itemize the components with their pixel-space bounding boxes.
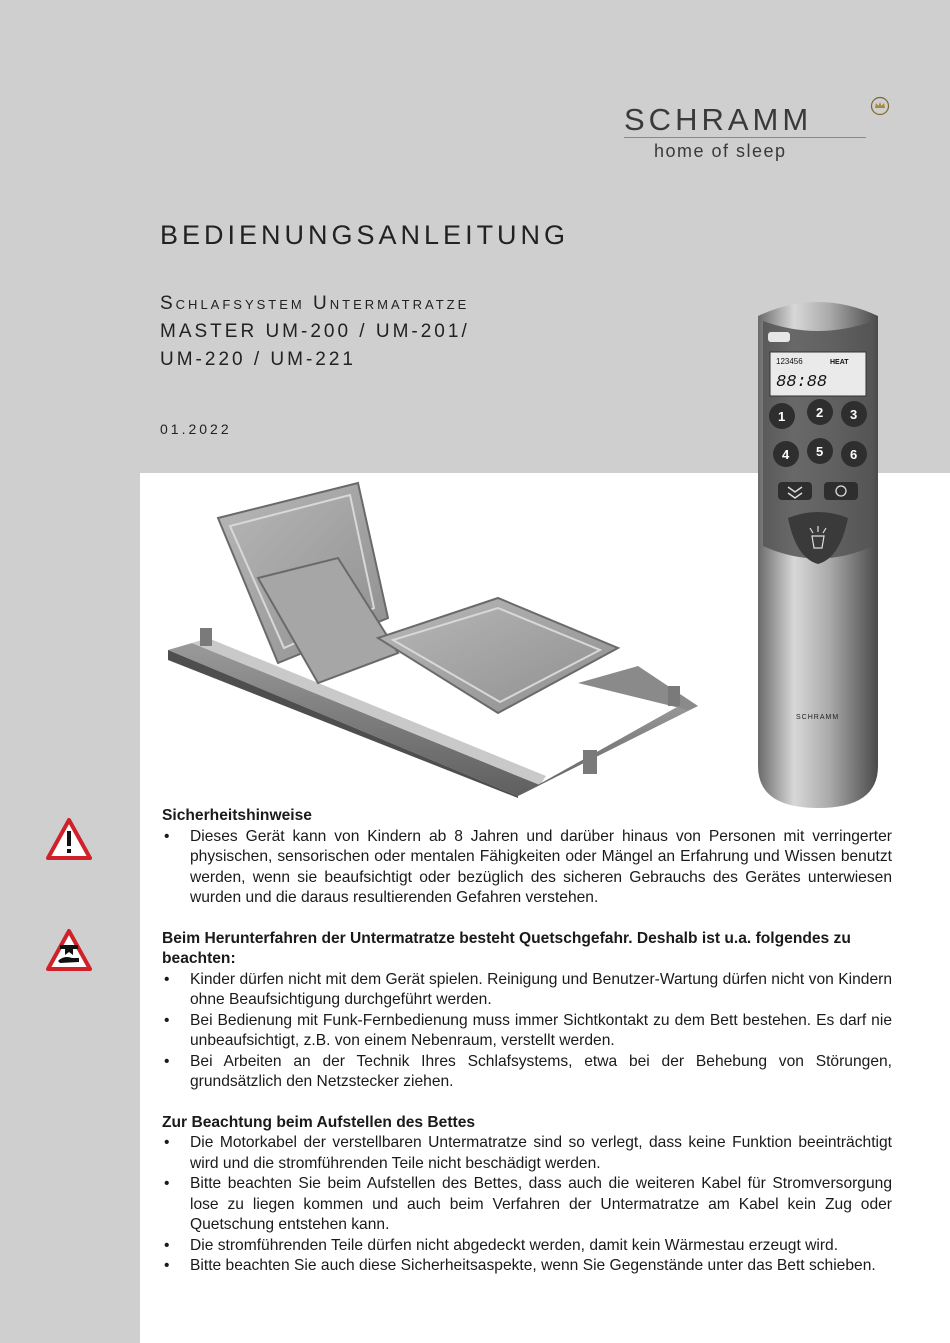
- brand-logo: [620, 96, 890, 166]
- remote-control-illustration: [748, 296, 888, 808]
- subtitle-line: Schlafsystem Untermatratze: [160, 293, 470, 314]
- list-item: • Kinder dürfen nicht mit dem Gerät spielen. Reinigung und Benutzer-Wartung dürfen nicht von Kindern ohne Beaufsichtigung durchgeführt werden.: [162, 970, 892, 1011]
- bullet-list: [162, 1133, 892, 1277]
- safety-content: [162, 806, 892, 1297]
- list-item: • Die stromführenden Teile dürfen nicht abgedeckt werden, damit kein Wärmestau erzeugt wird.: [162, 1236, 892, 1257]
- subtitle-line: MASTER UM-200 / UM-201/: [160, 321, 470, 342]
- remote-body: [748, 296, 888, 808]
- brand-name: SCHRAMM: [624, 102, 813, 137]
- crush-hazard-icon: [46, 928, 92, 972]
- list-item: • Bei Bedienung mit Funk-Fernbedienung muss immer Sichtkontakt zu dem Bett bestehen. Es darf nie unbeaufsichtigt, z.B. von einem Nebenraum, verstellt werden.: [162, 1011, 892, 1052]
- document-title: BEDIENUNGSANLEITUNG: [160, 220, 570, 250]
- remote-button-4: 4: [782, 447, 790, 462]
- list-item: • Bei Arbeiten an der Technik Ihres Schlafsystems, etwa bei der Behebung von Störungen, grundsätzlich den Netzstecker ziehen.: [162, 1052, 892, 1093]
- bullet-list: [162, 827, 892, 909]
- display-mode-text: 123456: [776, 357, 803, 366]
- remote-brand-text: SCHRAMM: [796, 714, 840, 721]
- remote-button-1: 1: [778, 409, 786, 424]
- section-setup: [162, 1113, 892, 1277]
- remote-button-2: 2: [816, 405, 824, 420]
- left-margin-band: [0, 473, 140, 1343]
- section-heading: Zur Beachtung beim Aufstellen des Bettes: [162, 1113, 476, 1131]
- remote-button-6: 6: [850, 447, 858, 462]
- list-item: • Bitte beachten Sie beim Aufstellen des Bettes, dass auch die weiteren Kabel für Stromversorgung lose zu liegen kommen und auch beim Verfahren der Untermatratze am Kabel kein Zug oder Quetschung entstehen kann.: [162, 1174, 892, 1236]
- crown-icon: [870, 96, 890, 116]
- bullet-list: [162, 970, 892, 1093]
- section-heading: Sicherheitshinweise: [162, 807, 312, 824]
- section-crush-hazard: [162, 929, 892, 1093]
- list-item: • Die Motorkabel der verstellbaren Untermatratze sind so verlegt, dass keine Funktion beeinträchtigt wird und die stromführenden Teile nicht beschädigt werden.: [162, 1133, 892, 1174]
- section-heading: Beim Herunterfahren der Untermatratze besteht Quetschgefahr. Deshalb ist u.a. folgendes zu beachten:: [162, 929, 851, 967]
- remote-button-5: 5: [816, 444, 824, 459]
- brand-tagline: home of sleep: [654, 141, 787, 161]
- display-time-text: 88:88: [776, 373, 828, 392]
- display-heat-text: HEAT: [830, 359, 849, 366]
- list-item: • Dieses Gerät kann von Kindern ab 8 Jahren und darüber hinaus von Personen mit verringerter physischen, sensorischen oder mentalen Fähigkeiten oder Mängel an Erfahrung und Wissen benutzt werden, wenn sie beaufsichtigt oder bezüglich des sicheren Gebrauchs des Gerätes unterwiesen wurden und die daraus resultierenden Gefahren verstehen.: [162, 827, 892, 909]
- list-item: • Bitte beachten Sie auch diese Sicherheitsaspekte, wenn Sie Gegenstände unter das Bett schieben.: [162, 1256, 892, 1277]
- document-date: 01.2022: [160, 421, 232, 437]
- remote-button-3: 3: [850, 407, 858, 422]
- product-subtitle: [160, 290, 470, 374]
- bed-frame-illustration: [168, 478, 703, 798]
- section-safety: [162, 806, 892, 909]
- general-warning-icon: [46, 817, 92, 861]
- logo-rule: [624, 137, 866, 138]
- subtitle-line: UM-220 / UM-221: [160, 349, 356, 370]
